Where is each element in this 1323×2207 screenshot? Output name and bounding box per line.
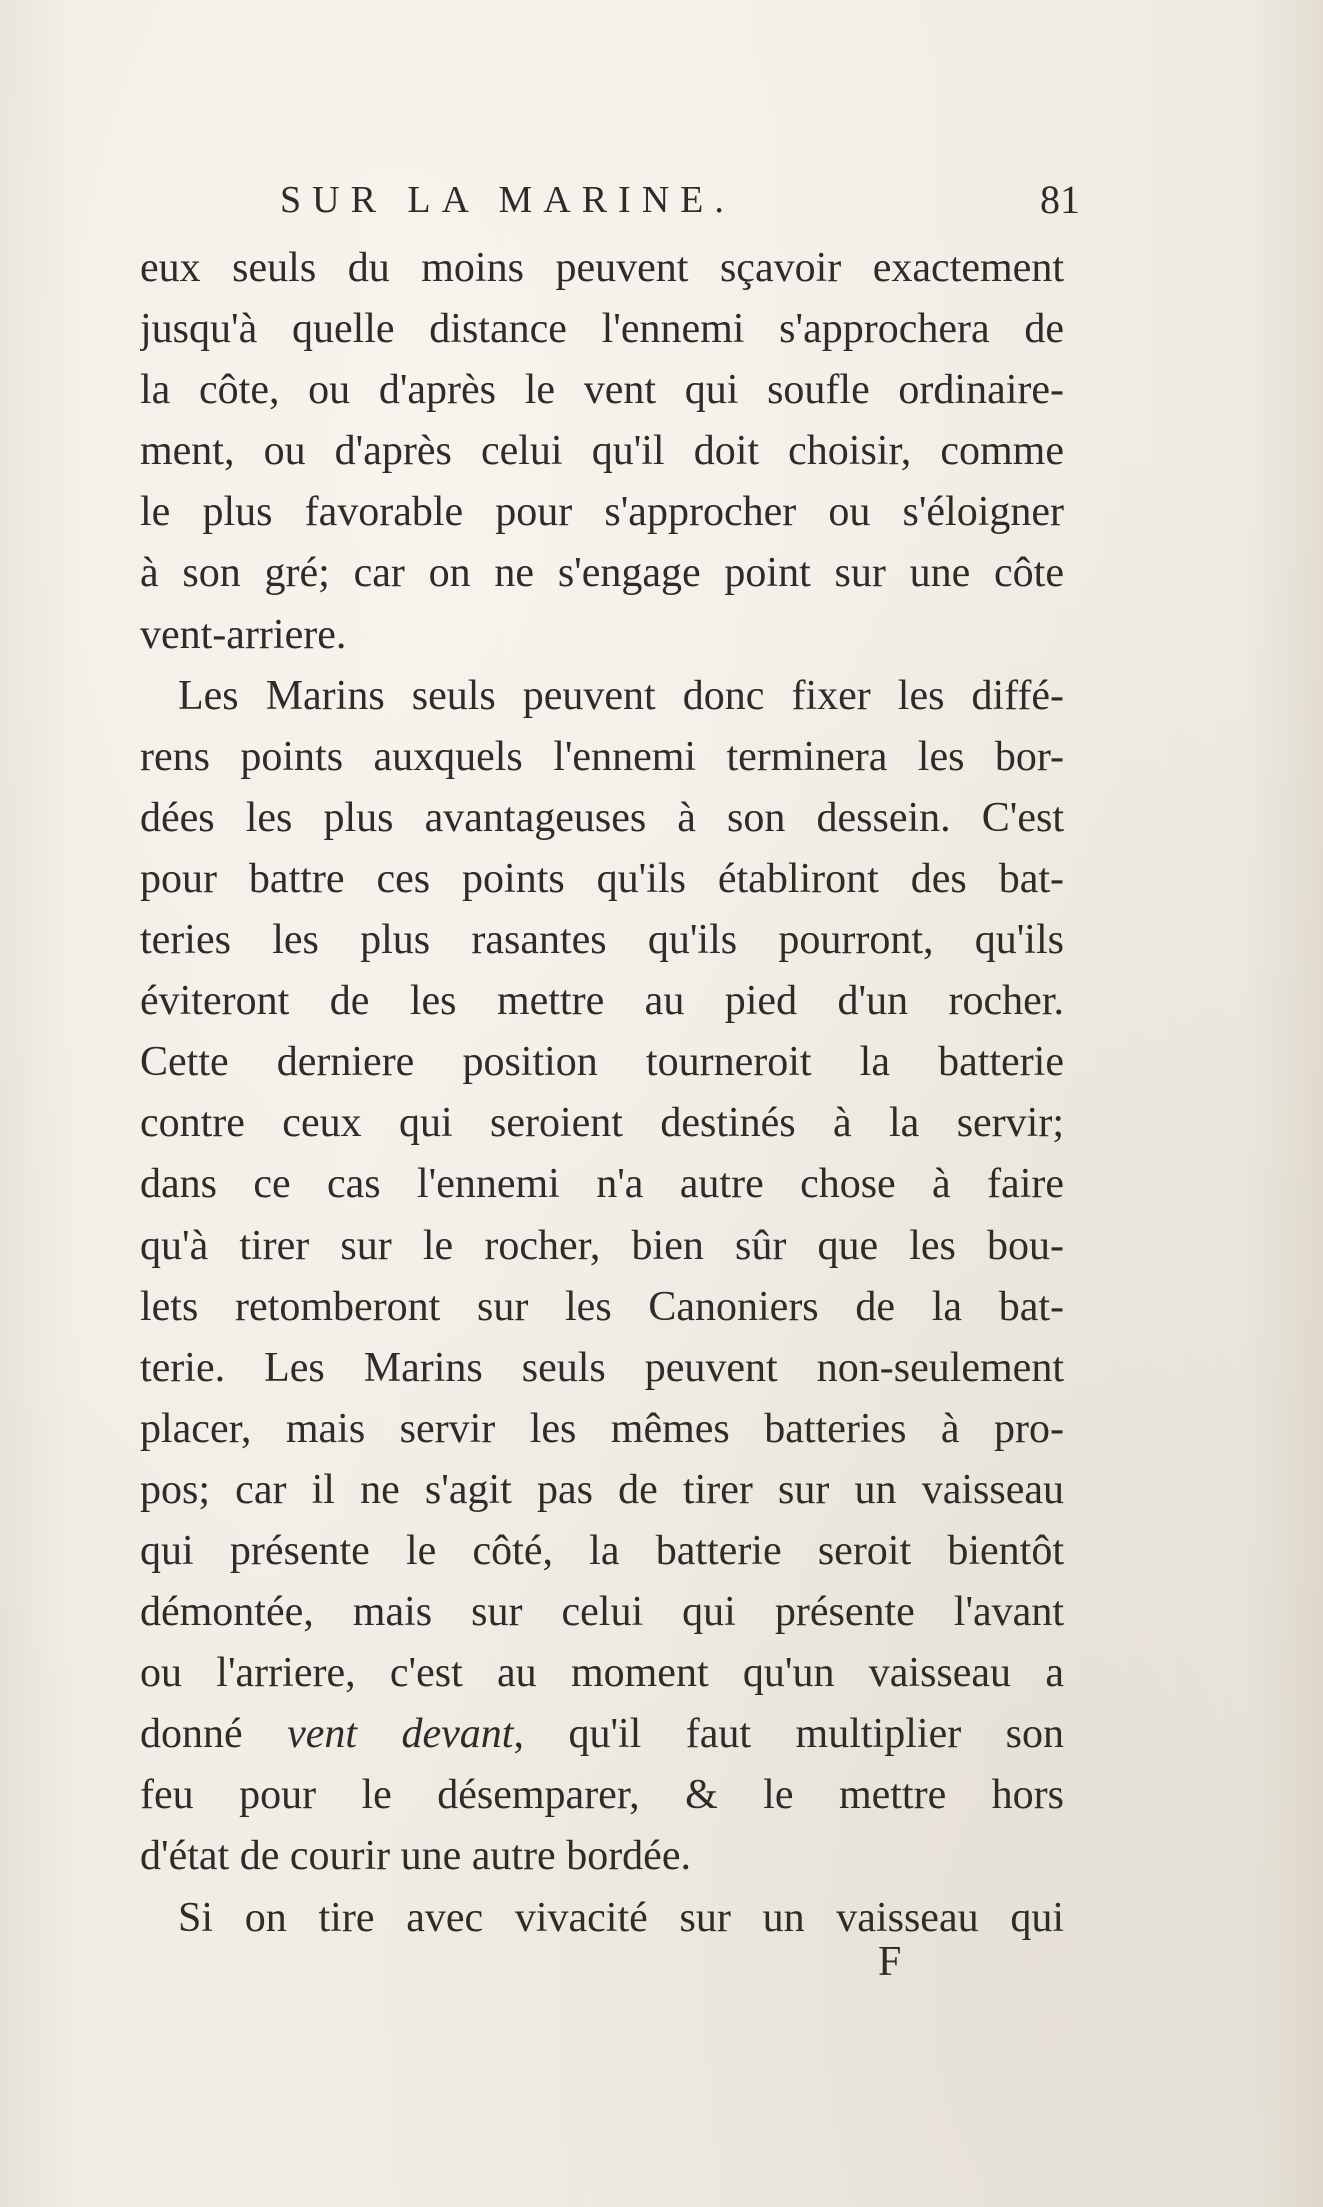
text-line: teries les plus rasantes qu'ils pourront, qu'ils xyxy=(140,917,1064,964)
text-line: qui présente le côté, la batterie seroit bientôt xyxy=(140,1527,1064,1574)
text-line: terie. Les Marins seuls peuvent non-seulement xyxy=(140,1344,1064,1391)
text-line: eux seuls du moins peuvent sçavoir exactement xyxy=(140,245,1064,291)
italic-phrase: vent devant xyxy=(287,1711,514,1758)
text-line: d'état de courir une autre bordée. xyxy=(140,1833,691,1880)
running-title: SUR LA MARINE. xyxy=(280,179,735,221)
text-line: lets retomberont sur les Canoniers de la bat- xyxy=(140,1283,1064,1330)
body-text xyxy=(140,238,1064,1949)
running-head xyxy=(140,170,1080,230)
text-line: pour battre ces points qu'ils établiront des bat- xyxy=(140,855,1064,902)
text-line: rens points auxquels l'ennemi terminera les bor- xyxy=(140,733,1064,780)
signature-mark: F xyxy=(878,1939,902,1985)
text-line: jusqu'à quelle distance l'ennemi s'approchera de xyxy=(140,306,1064,353)
text-line: dans ce cas l'ennemi n'a autre chose à faire xyxy=(140,1161,1064,1208)
text-line-with-italic xyxy=(140,1704,1064,1765)
text-line: qu'à tirer sur le rocher, bien sûr que les bou- xyxy=(140,1222,1064,1269)
text-segment: donné xyxy=(140,1711,288,1758)
text-line: pos; car il ne s'agit pas de tirer sur un vaisseau xyxy=(140,1466,1064,1513)
text-line: éviteront de les mettre au pied d'un rocher. xyxy=(140,978,1064,1025)
text-line: à son gré; car on ne s'engage point sur une côte xyxy=(140,550,1064,597)
text-line: dées les plus avantageuses à son dessein. C'est xyxy=(140,794,1064,841)
paragraph-start-line: Les Marins seuls peuvent donc fixer les diffé- xyxy=(178,672,1064,719)
text-line: feu pour le désemparer, & le mettre hors xyxy=(140,1772,1064,1819)
text-line: contre ceux qui seroient destinés à la servir; xyxy=(140,1100,1064,1147)
text-line: placer, mais servir les mêmes batteries à pro- xyxy=(140,1405,1064,1452)
text-line: la côte, ou d'après le vent qui soufle ordinaire- xyxy=(140,367,1064,414)
text-line: ou l'arriere, c'est au moment qu'un vaisseau a xyxy=(140,1650,1064,1697)
paragraph-start-line: Si on tire avec vivacité sur un vaisseau qui xyxy=(178,1894,1064,1941)
text-line: démontée, mais sur celui qui présente l'avant xyxy=(140,1589,1064,1636)
page-number: 81 xyxy=(1040,177,1080,222)
text-line: vent-arriere. xyxy=(140,611,347,658)
text-line: le plus favorable pour s'approcher ou s'éloigner xyxy=(140,489,1064,536)
text-line: Cette derniere position tourneroit la batterie xyxy=(140,1039,1064,1086)
text-segment: , qu'il faut multiplier son xyxy=(513,1711,1064,1758)
text-line: ment, ou d'après celui qu'il doit choisir, comme xyxy=(140,428,1064,475)
